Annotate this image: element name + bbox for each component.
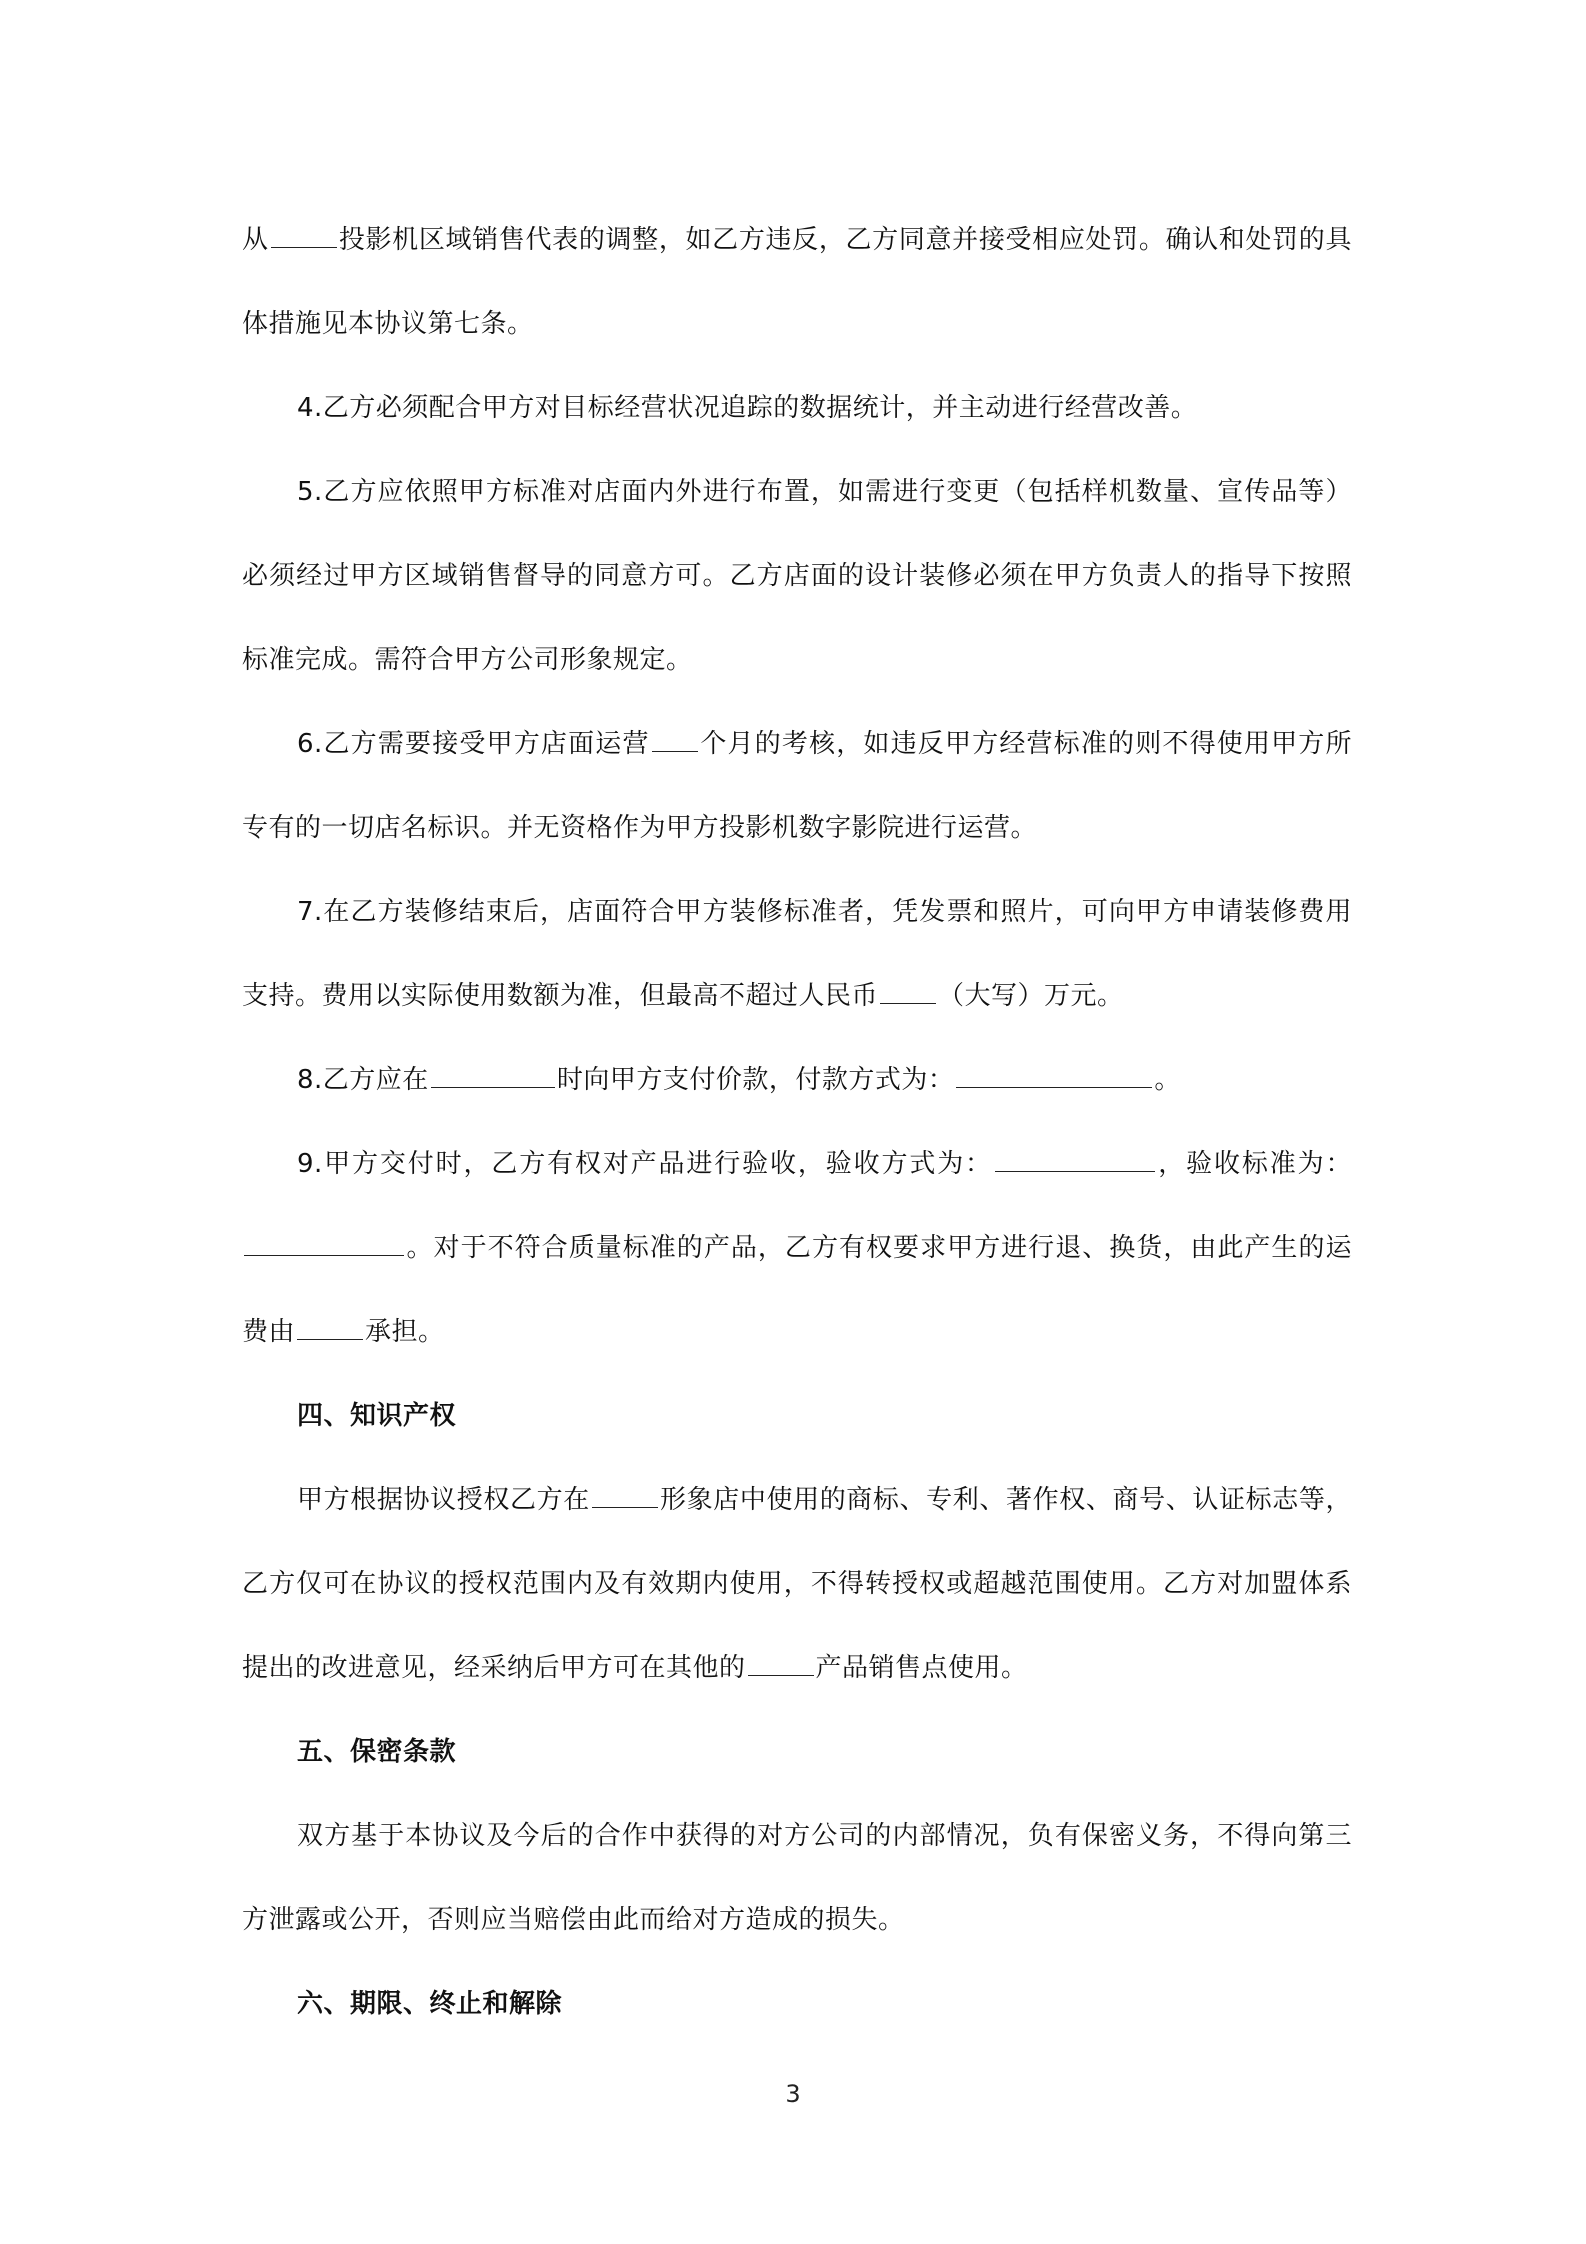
- text-segment: 9.甲方交付时，乙方有权对产品进行验收，验收方式为：: [297, 1149, 993, 1179]
- text-segment: 6.乙方需要接受甲方店面运营: [297, 729, 650, 759]
- text-segment: 4.乙方必须配合甲方对目标经营状况追踪的数据统计，并主动进行经营改善。: [297, 393, 1198, 423]
- fill-in-blank: [271, 221, 337, 248]
- text-segment: （大写）万元。: [938, 981, 1124, 1011]
- text-segment: 时向甲方支付价款，付款方式为：: [556, 1065, 955, 1095]
- paragraph-6: [242, 702, 1352, 870]
- section-heading-6: 六、期限、终止和解除: [297, 1989, 563, 2019]
- text-segment: 。对于不符合质量标准的产品，乙方有权要求甲方进行退、换货，由此产生的运费由: [242, 1233, 1352, 1347]
- paragraph-5: [242, 450, 1352, 702]
- fill-in-blank: [880, 977, 936, 1004]
- text-segment: ，验收标准为：: [1156, 1149, 1352, 1179]
- text-segment: 产品销售点使用。: [815, 1653, 1028, 1683]
- text-segment: 8.乙方应在: [297, 1065, 429, 1095]
- paragraph-9: [242, 1122, 1352, 1374]
- fill-in-blank: [748, 1649, 814, 1676]
- fill-in-blank: [297, 1313, 363, 1340]
- text-segment: 形象店中使用的商标、专利、著作权、商号、认证标志等，乙方仅可在协议的授权范围内及有效期内使用，不得转授权或超越范围使用。乙方对加盟体系提出的改进意见，经采纳后甲方可在其他的: [242, 1485, 1352, 1683]
- text-segment: 个月的考核，如违反甲方经营标准的则不得使用甲方所专有的一切店名标识。并无资格作为甲方投影机数字影院进行运营。: [242, 729, 1352, 843]
- text-segment: 5.乙方应依照甲方标准对店面内外进行布置，如需进行变更（包括样机数量、宣传品等）必须经过甲方区域销售督导的同意方可。乙方店面的设计装修必须在甲方负责人的指导下按照标准完成。需符合甲方公司形象规定。: [242, 477, 1352, 675]
- text-segment: 甲方根据协议授权乙方在: [297, 1485, 590, 1515]
- text-segment: 。: [1154, 1065, 1181, 1095]
- text-segment: 投影机区域销售代表的调整，如乙方违反，乙方同意并接受相应处罚。确认和处罚的具体措施见本协议第七条。: [242, 225, 1352, 339]
- section-heading-4: 四、知识产权: [297, 1401, 457, 1431]
- paragraph-confidentiality: [242, 1794, 1352, 1962]
- paragraph-4: [242, 366, 1352, 450]
- fill-in-blank: [956, 1061, 1152, 1088]
- fill-in-blank: [431, 1061, 555, 1088]
- fill-in-blank: [592, 1481, 658, 1508]
- paragraph-ip: [242, 1458, 1352, 1710]
- section-heading-5: 五、保密条款: [297, 1737, 457, 1767]
- fill-in-blank: [652, 725, 698, 752]
- paragraph-8: [242, 1038, 1352, 1122]
- document-body: [242, 198, 1352, 2046]
- page-number: 3: [785, 2080, 801, 2108]
- text-segment: 从: [242, 225, 269, 255]
- text-segment: 双方基于本协议及今后的合作中获得的对方公司的内部情况，负有保密义务，不得向第三方泄露或公开，否则应当赔偿由此而给对方造成的损失。: [242, 1821, 1352, 1935]
- fill-in-blank: [995, 1145, 1155, 1172]
- paragraph-3-continued: [242, 198, 1352, 366]
- paragraph-7: [242, 870, 1352, 1038]
- text-segment: 承担。: [365, 1317, 445, 1347]
- fill-in-blank: [244, 1229, 404, 1256]
- text-segment: 7.在乙方装修结束后，店面符合甲方装修标准者，凭发票和照片，可向甲方申请装修费用支持。费用以实际使用数额为准，但最高不超过人民币: [242, 897, 1352, 1011]
